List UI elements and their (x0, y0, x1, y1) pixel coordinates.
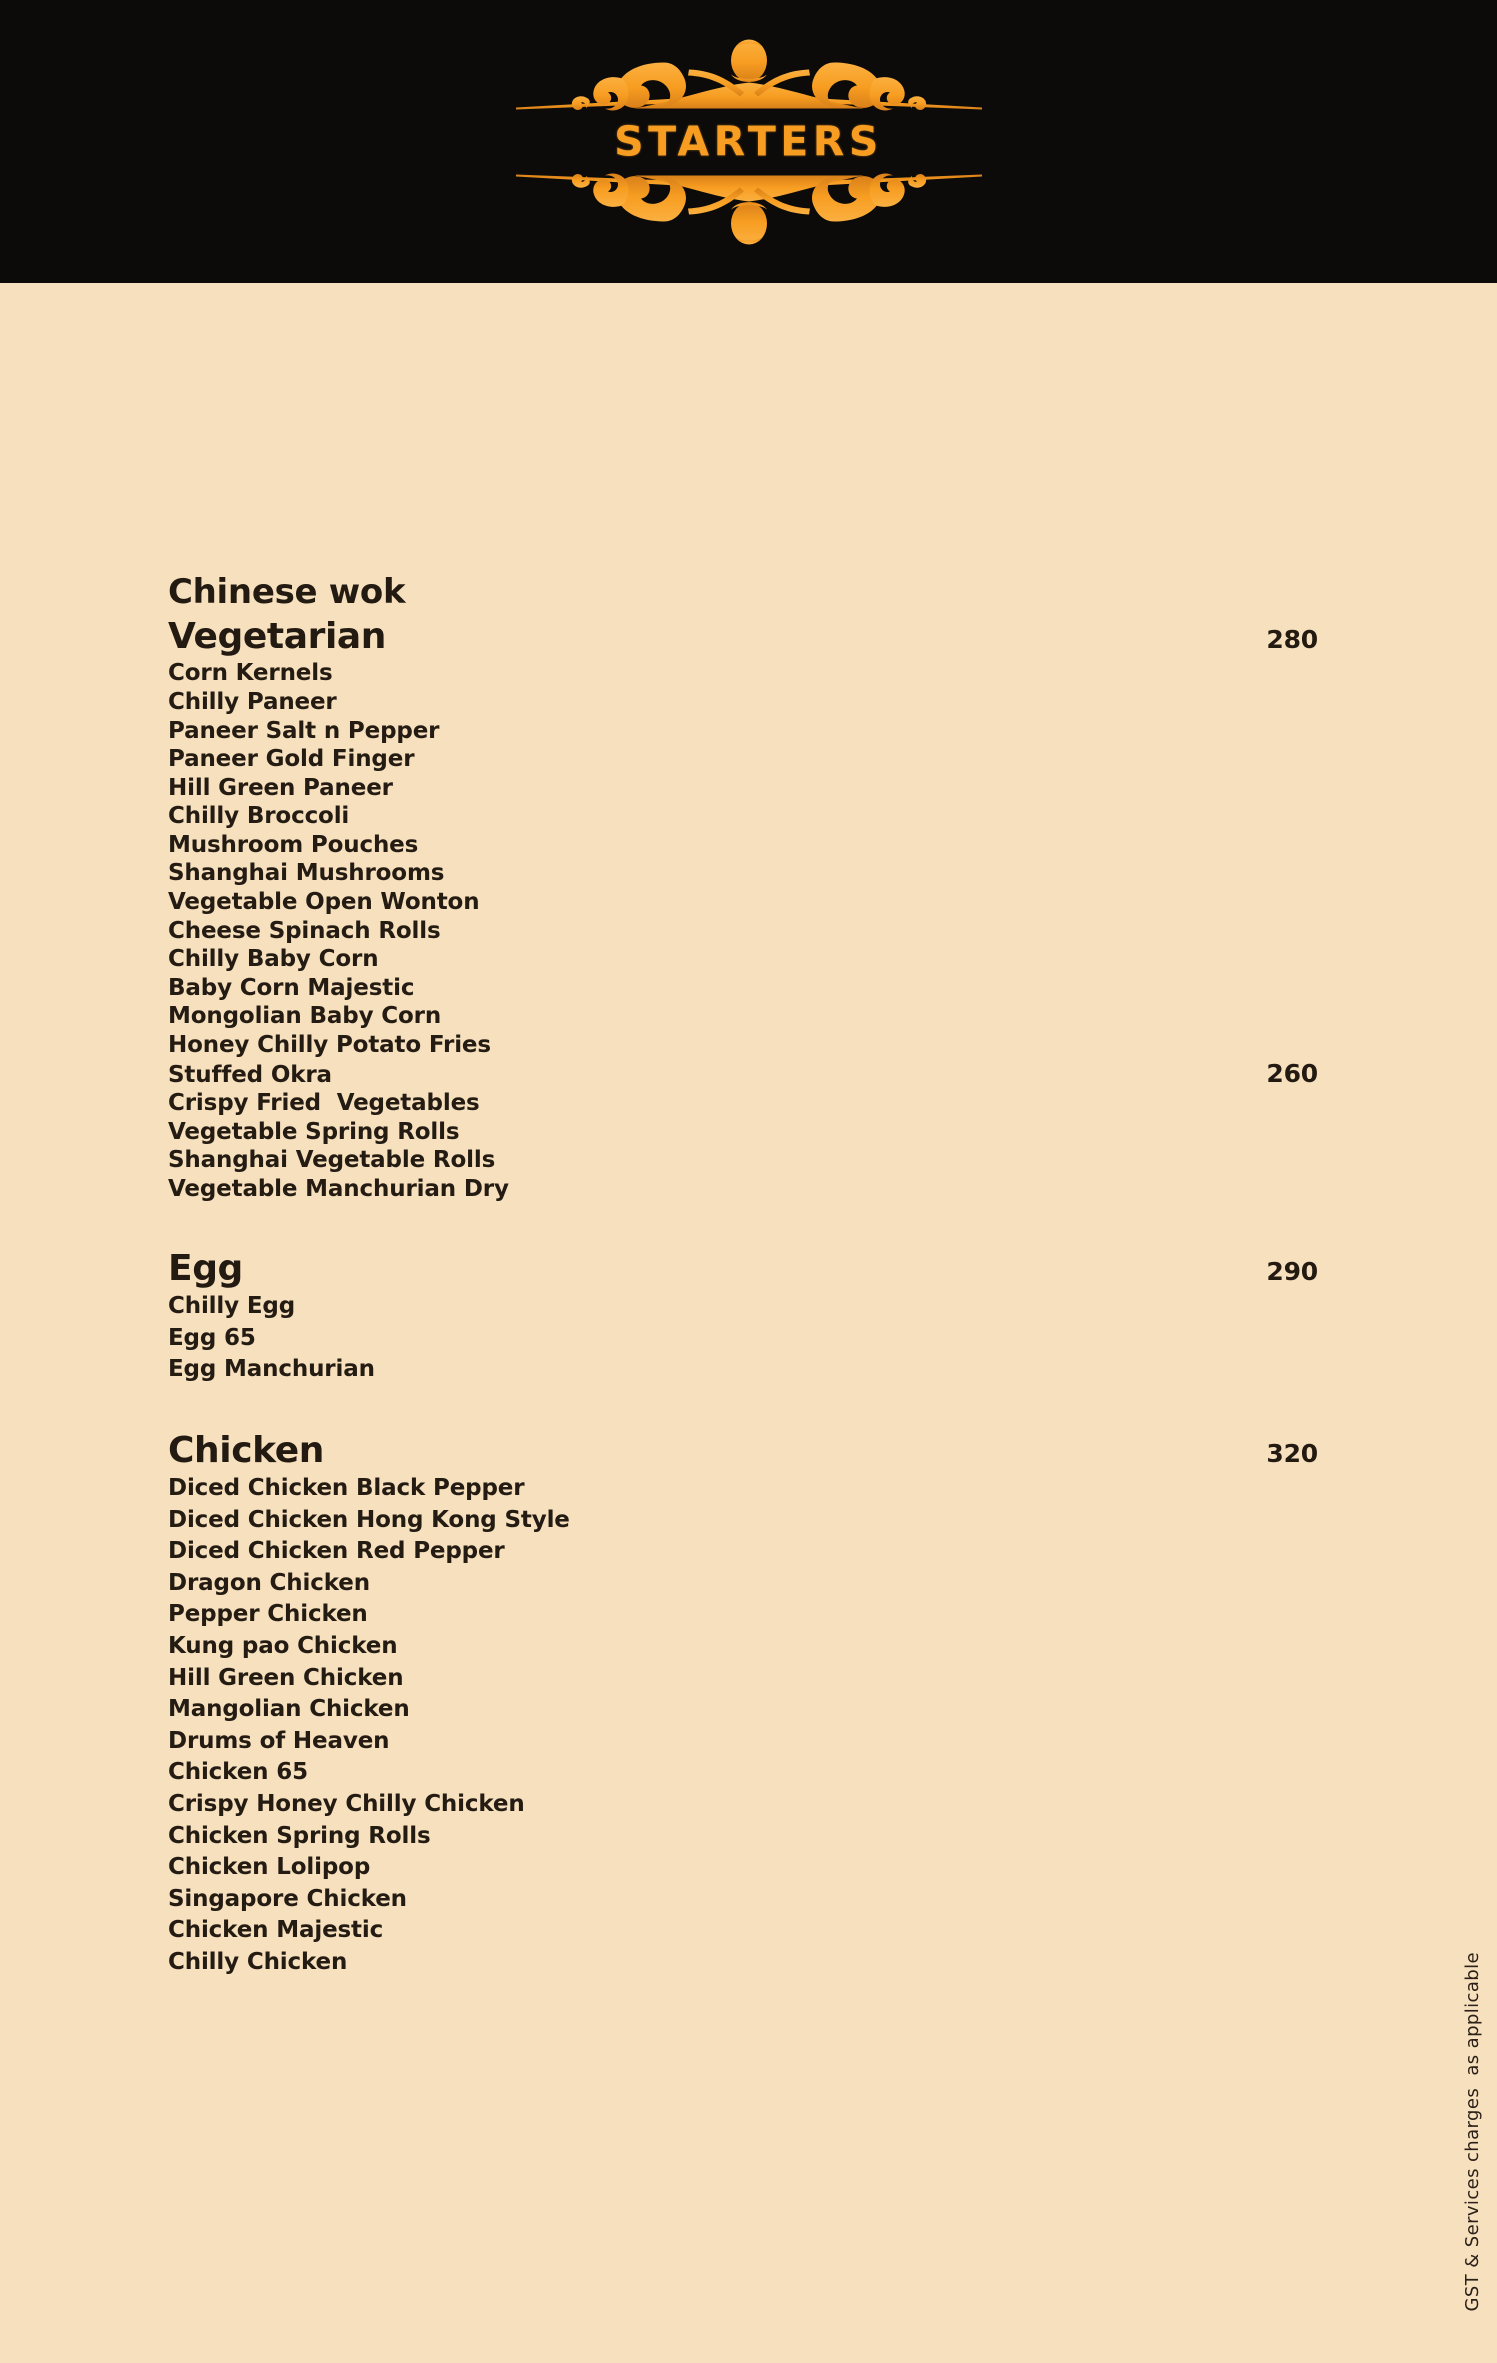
menu-section (168, 1431, 1318, 1979)
menu-item (168, 1568, 1318, 1600)
menu-item (168, 1884, 1318, 1916)
section-price: 280 (1266, 625, 1318, 654)
menu-item-name: Vegetable Open Wonton (168, 889, 480, 916)
menu-item (168, 1118, 1318, 1147)
menu-item-name: Corn Kernels (168, 660, 333, 687)
menu-item-name: Chilly Chicken (168, 1948, 348, 1975)
menu-item-name: Vegetable Manchurian Dry (168, 1176, 509, 1202)
menu-item (168, 1175, 1318, 1204)
menu-item-name: Honey Chilly Potato Fries (168, 1032, 491, 1059)
menu-item (168, 1757, 1318, 1789)
menu-item-name: Paneer Gold Finger (168, 746, 415, 773)
section-header (168, 1249, 1318, 1289)
menu-item (168, 802, 1318, 831)
menu-item-name: Diced Chicken Black Pepper (168, 1475, 525, 1501)
menu-item (168, 659, 1318, 688)
menu-item-name: Crispy Fried Vegetables (168, 1090, 480, 1117)
menu-item (168, 688, 1318, 717)
menu-item-name: Shanghai Mushrooms (168, 860, 445, 887)
menu-item (168, 1663, 1318, 1695)
menu-item (168, 974, 1318, 1003)
section-price: 290 (1266, 1256, 1318, 1286)
menu-item (168, 1599, 1318, 1631)
menu-item-list (168, 659, 1318, 1203)
menu-item (168, 1536, 1318, 1568)
menu-item-name: Mongolian Baby Corn (168, 1003, 442, 1030)
menu-item (168, 1726, 1318, 1758)
menu-item (168, 1505, 1318, 1537)
menu-item-name: Crispy Honey Chilly Chicken (168, 1790, 525, 1817)
menu-item (168, 859, 1318, 888)
menu-item (168, 1060, 1318, 1090)
menu-item-name: Chilly Baby Corn (168, 946, 379, 973)
menu-item-name: Chicken Majestic (168, 1917, 384, 1944)
menu-item (168, 1354, 1318, 1386)
section-title: Egg (168, 1247, 243, 1289)
menu-item (168, 1031, 1318, 1060)
menu-item-name: Chilly Broccoli (168, 803, 350, 830)
menu-item (168, 888, 1318, 917)
menu-item (168, 831, 1318, 860)
menu-item (168, 745, 1318, 774)
section-header (168, 617, 1318, 657)
menu-item-name: Diced Chicken Red Pepper (168, 1538, 505, 1565)
gst-disclaimer: GST & Services charges as applicable (1462, 1951, 1483, 2311)
menu-item-name: Egg Manchurian (168, 1356, 375, 1383)
menu-item-name: Chilly Egg (168, 1292, 296, 1319)
menu-item (168, 917, 1318, 946)
menu-item-name: Drums of Heaven (168, 1727, 390, 1754)
menu-item (168, 1915, 1318, 1947)
menu-item-name: Pepper Chicken (168, 1601, 368, 1628)
menu-item-name: Vegetable Spring Rolls (168, 1118, 460, 1145)
menu-item-name: Shanghai Vegetable Rolls (168, 1147, 496, 1174)
menu-item (168, 1146, 1318, 1175)
menu-item-name: Chicken 65 (168, 1759, 308, 1786)
menu-item-name: Baby Corn Majestic (168, 974, 415, 1001)
menu-item-name: Stuffed Okra (168, 1061, 332, 1088)
menu-item (168, 717, 1318, 746)
menu-group-title: Chinese wok (168, 572, 406, 612)
menu-item (168, 1789, 1318, 1821)
menu-item-list (168, 1291, 1318, 1386)
menu-item (168, 1694, 1318, 1726)
menu-item-name: Paneer Salt n Pepper (168, 717, 440, 744)
section-title: Chicken (168, 1429, 324, 1471)
menu-item-name: Singapore Chicken (168, 1885, 407, 1912)
menu-content (168, 572, 1318, 1979)
menu-section (168, 1249, 1318, 1386)
menu-sections (168, 617, 1318, 1979)
menu-item (168, 1852, 1318, 1884)
section-price: 320 (1266, 1438, 1318, 1468)
banner-ornament-group (514, 34, 984, 249)
menu-item (168, 1947, 1318, 1979)
menu-item-name: Egg 65 (168, 1324, 256, 1351)
menu-item (168, 1323, 1318, 1355)
menu-item (168, 774, 1318, 803)
menu-item (168, 1821, 1318, 1853)
banner-title: STARTERS (614, 117, 883, 166)
menu-item (168, 945, 1318, 974)
menu-item-price: 260 (1266, 1058, 1318, 1088)
menu-item-list (168, 1473, 1318, 1979)
menu-section (168, 617, 1318, 1204)
menu-item-name: Kung pao Chicken (168, 1632, 398, 1659)
menu-item (168, 1002, 1318, 1031)
section-header (168, 1431, 1318, 1471)
menu-item-name: Hill Green Chicken (168, 1664, 404, 1691)
menu-item-name: Chilly Paneer (168, 688, 337, 715)
menu-item-name: Mangolian Chicken (168, 1696, 410, 1723)
starters-banner (0, 0, 1497, 283)
menu-item (168, 1631, 1318, 1663)
banner-flourish-icon (514, 34, 984, 249)
menu-item-name: Dragon Chicken (168, 1569, 370, 1596)
menu-item (168, 1473, 1318, 1505)
menu-item-name: Diced Chicken Hong Kong Style (168, 1506, 570, 1533)
menu-item-name: Hill Green Paneer (168, 774, 393, 801)
menu-item (168, 1089, 1318, 1118)
menu-item-name: Chicken Lolipop (168, 1854, 371, 1881)
menu-item (168, 1291, 1318, 1323)
menu-item-name: Mushroom Pouches (168, 831, 419, 858)
section-title: Vegetarian (168, 616, 387, 657)
menu-item-name: Cheese Spinach Rolls (168, 917, 441, 944)
menu-item-name: Chicken Spring Rolls (168, 1822, 431, 1849)
